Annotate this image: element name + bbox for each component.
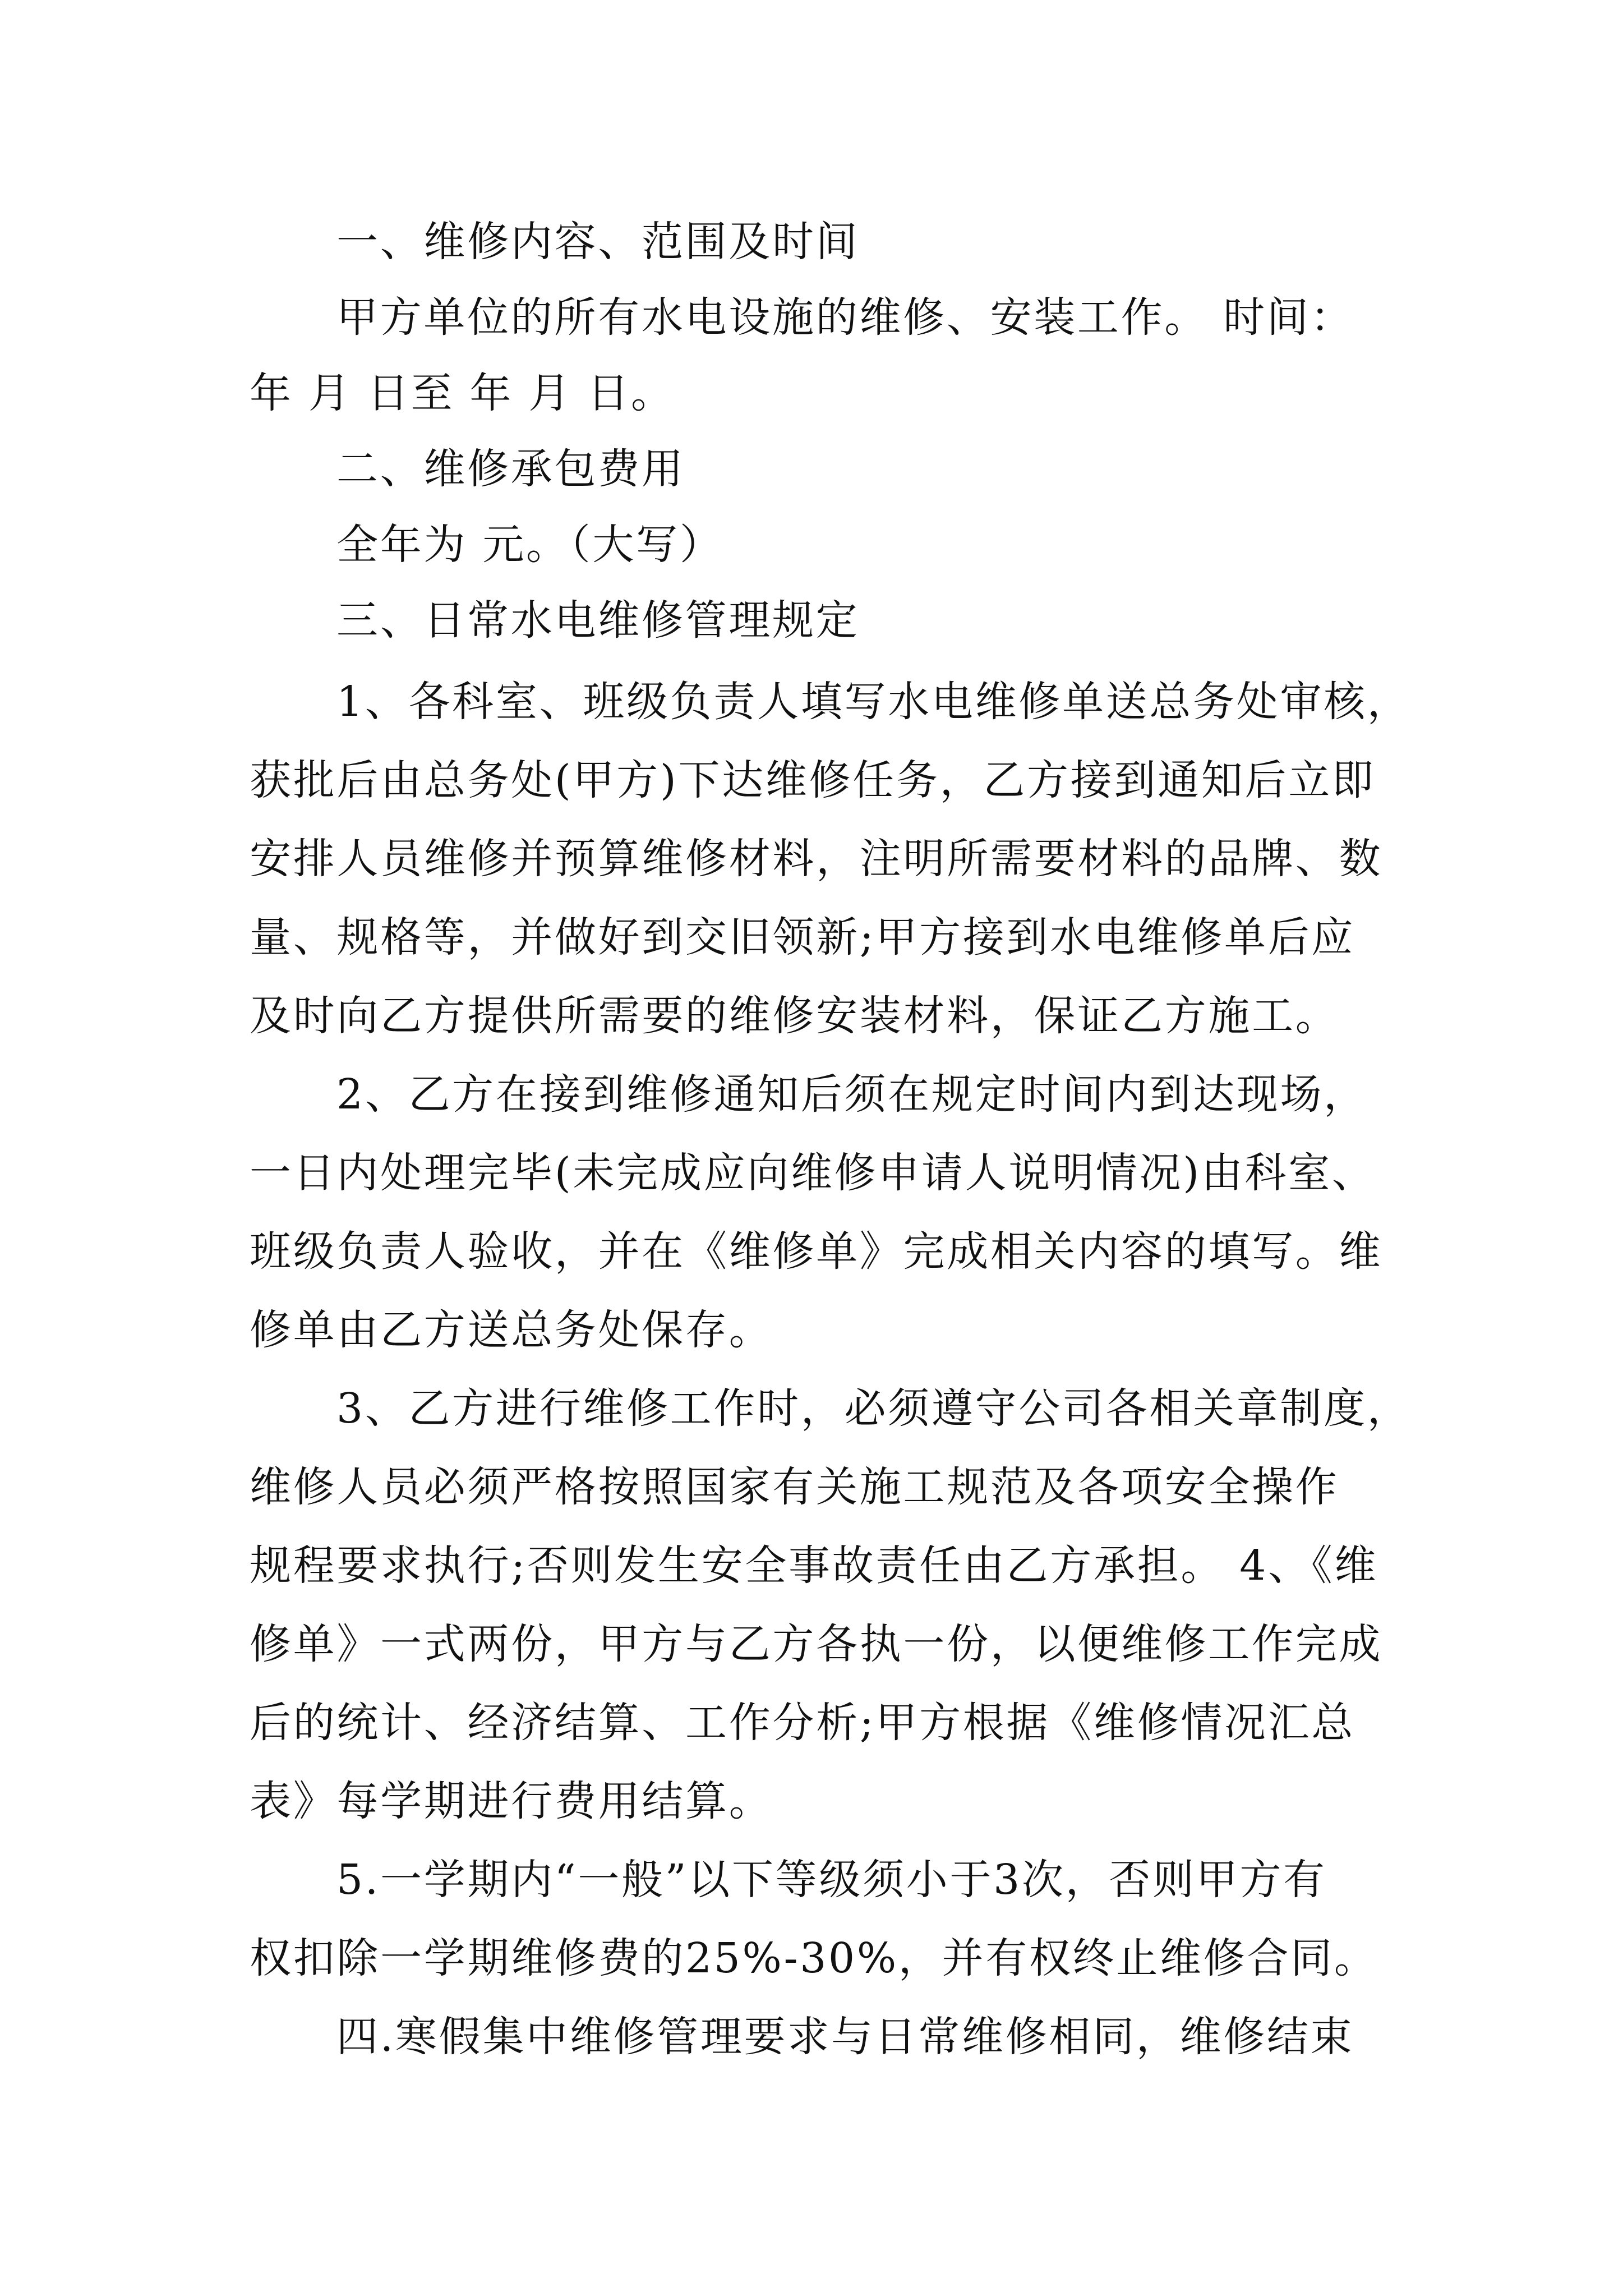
paragraph-line: 1、各科室、班级负责人填写水电维修单送总务处审核， (336, 678, 1411, 726)
paragraph-line: 5.一学期内“一般”以下等级须小于3次，否则甲方有 (336, 1856, 1327, 1904)
paragraph-line: 维修人员必须严格按照国家有关施工规范及各项安全操作 (250, 1463, 1339, 1511)
paragraph-line: 权扣除一学期维修费的25%-30%，并有权终止维修合同。 (250, 1934, 1378, 1982)
paragraph-line: 表》每学期进行费用结算。 (250, 1777, 773, 1825)
heading-section-3: 三、日常水电维修管理规定 (336, 596, 860, 645)
paragraph-line: 获批后由总务处(甲方)下达维修任务，乙方接到通知后立即 (250, 756, 1376, 804)
heading-section-1: 一、维修内容、范围及时间 (336, 218, 860, 266)
paragraph-line: 安排人员维修并预算维修材料，注明所需要材料的品牌、数 (250, 835, 1383, 883)
paragraph-line: 后的统计、经济结算、工作分析;甲方根据《维修情况汇总 (250, 1699, 1355, 1747)
paragraph-line: 甲方单位的所有水电设施的维修、安装工作。 时间： (336, 293, 1354, 342)
paragraph-line: 一日内处理完毕(未完成应向维修申请人说明情况)由科室、 (250, 1149, 1376, 1197)
paragraph-line: 规程要求执行;否则发生安全事故责任由乙方承担。 4、《维 (250, 1542, 1378, 1590)
paragraph-line: 班级负责人验收，并在《维修单》完成相关内容的填写。维 (250, 1227, 1383, 1276)
paragraph-line: 3、乙方进行维修工作时，必须遵守公司各相关章制度， (336, 1384, 1411, 1433)
paragraph-line: 2、乙方在接到维修通知后须在规定时间内到达现场， (336, 1070, 1367, 1119)
paragraph-line: 全年为 元。（大写） (336, 521, 723, 569)
heading-section-2: 二、维修承包费用 (336, 445, 685, 493)
heading-section-4: 四.寒假集中维修管理要求与日常维修相同，维修结束 (336, 2013, 1354, 2061)
paragraph-line: 修单》一式两份，甲方与乙方各执一份，以便维修工作完成 (250, 1620, 1383, 1668)
paragraph-line: 年 月 日至 年 月 日。 (250, 369, 675, 417)
paragraph-line: 量、规格等，并做好到交旧领新;甲方接到水电维修单后应 (250, 913, 1355, 961)
paragraph-line: 及时向乙方提供所需要的维修安装材料，保证乙方施工。 (250, 992, 1339, 1040)
paragraph-line: 修单由乙方送总务处保存。 (250, 1306, 773, 1354)
